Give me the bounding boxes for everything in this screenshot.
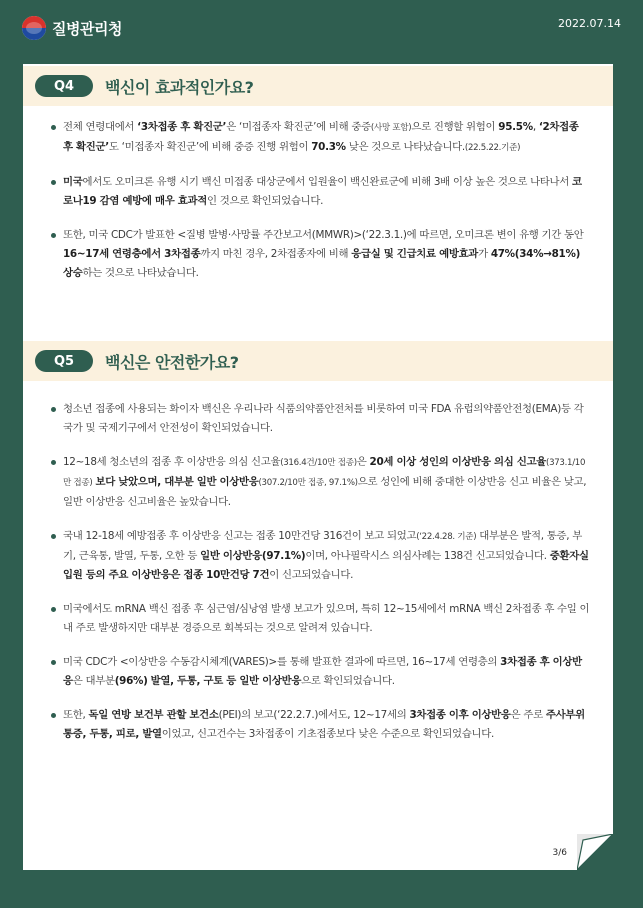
text-run: 은 (356, 456, 370, 468)
q4-title: 백신이 효과적인가요? (105, 77, 254, 97)
q4-bullet-2 (51, 173, 591, 211)
text-run: 까지 마친 경우, 2차접종자에 비해 (200, 248, 352, 260)
q5-bullet-5 (51, 653, 591, 691)
text-run: 하는 것으로 나타났습니다. (82, 267, 199, 279)
q5-bullet-1 (51, 400, 591, 438)
text-run: 이 신고되었습니다. (269, 569, 354, 581)
page-number: 3/6 (552, 848, 567, 858)
text-run: (사망 포함) (370, 123, 412, 133)
text-run: 미국 CDC가 <이상반응 수동감시체계(VARES)>를 통해 발표한 결과에 따르면, 16~17세 연령층의 (63, 656, 501, 668)
text-run: 으로 진행할 위험이 (411, 121, 499, 133)
text-run: 응급실 및 긴급치료 예방효과 (351, 248, 479, 260)
text-run: 이었고, 신고건수는 3차접종이 기초접종보다 낮은 수준으로 확인되었습니다. (161, 728, 494, 740)
q5-bullet-6 (51, 706, 591, 744)
text-run: 가 (478, 248, 491, 260)
text-run: 인 것으로 확인되었습니다. (206, 195, 324, 207)
text-run: 독일 연방 보건부 관할 보건소 (88, 709, 219, 721)
text-run: 코로나19 감염 예방에 매우 효과적 (63, 176, 582, 207)
text-run: 3차접종 이후 이상반응 (409, 709, 511, 721)
text-run: 으로 확인되었습니다. (301, 675, 395, 687)
q4-bullet-3 (51, 226, 591, 283)
text-run: 주사부위 통증, 두통, 피로, 발열 (63, 709, 585, 740)
text-run: 도 ‘미접종자 확진군’에 비해 중증 진행 위험이 (108, 141, 312, 153)
q5-title: 백신은 안전한가요? (105, 352, 239, 372)
q4-bullet-1 (51, 118, 591, 158)
text-run: 95.5% (498, 121, 533, 133)
text-run: 47%(34%→81%) 상승 (63, 248, 581, 279)
text-run: 미국 (63, 176, 83, 188)
text-run: (316.4건/10만 접종) (280, 458, 357, 468)
q5-bullet-3 (51, 527, 591, 585)
text-run: 발열, 두통, 구토 등 일반 이상반응 (150, 675, 302, 687)
text-run: (373.1/10만 접종) (63, 458, 586, 488)
text-run: , (532, 121, 539, 133)
q4-bullet-list (51, 118, 591, 283)
text-run: 또한, 미국 CDC가 발표한 <질병 발병·사망률 주간보고서(MMWR)>(‘22.3.1.)에 따르면, 오미크론 변이 유행 기간 동안 (63, 229, 584, 241)
text-run: 70.3% (311, 141, 346, 153)
text-run: (‘22.4.28. 기준) (416, 532, 477, 542)
text-run: 일반 이상반응(97.1%) (200, 550, 306, 562)
text-run: 16~17세 연령층에서 3차접종 (63, 248, 201, 260)
q5-tag: Q5 (35, 350, 93, 372)
text-run: 대부분은 발적, 통증, 부기, 근육통, 발열, 두통, 오한 등 (63, 530, 582, 562)
q4-tag: Q4 (35, 75, 93, 97)
text-run: 낮은 것으로 나타났습니다. (345, 141, 465, 153)
text-run: 20세 이상 성인의 이상반응 의심 신고율 (369, 456, 547, 468)
text-run: 으로 성인에 비해 중대한 이상반응 신고 비율은 낮고, 일반 이상반응 신고비율은 높았습니다. (63, 476, 587, 508)
text-run: ‘2차접종 후 확진군’ (63, 121, 579, 153)
text-run: 3차접종 후 이상반응 (63, 656, 582, 687)
text-run: ‘3차접종 후 확진군’ (137, 121, 227, 133)
text-run: 미국에서도 mRNA 백신 접종 후 심근염/심낭염 발생 보고가 있으며, 특히 12~15세에서 mRNA 백신 2차접종 후 수일 이내 주로 발생하지만 대부분 경증으로 회복되는 것으로 알려져 있습니다. (63, 603, 590, 634)
text-run: 청소년 접종에 사용되는 화이자 백신은 우리나라 식품의약품안전처를 비롯하여 미국 FDA 유럽의약품안전청(EMA)등 각 국가 및 국제기구에서 안전성이 확인되었습니다. (63, 403, 584, 434)
q5-bullet-list (51, 400, 591, 744)
text-run: 은 주로 (510, 709, 546, 721)
text-run: 전체 연령대에서 (63, 121, 138, 133)
taegeuk-logo-icon (22, 16, 46, 40)
text-run: 보다 낮았으며, 대부분 일반 이상반응 (95, 476, 259, 488)
text-run: (PEI)의 보고(‘22.2.7.)에서도, 12~17세의 (218, 709, 410, 721)
q4-header (23, 66, 613, 106)
text-run: 국내 12-18세 예방접종 후 이상반응 신고는 접종 10만건당 316건이 보고 되었고 (63, 530, 417, 542)
content-card (23, 64, 613, 870)
q5-bullet-2 (51, 453, 591, 512)
q5-bullet-4 (51, 600, 591, 638)
publish-date: 2022.07.14 (558, 17, 621, 30)
text-run: 중환자실 입원 등의 주요 이상반응은 접종 10만건당 7건 (63, 550, 589, 581)
org-name: 질병관리청 (52, 19, 122, 38)
top-bar (0, 0, 643, 62)
text-run: (22.5.22.기준) (464, 143, 521, 153)
q5-header (23, 341, 613, 381)
text-run: 은 ‘미접종자 확진군’에 비해 중증 (226, 121, 371, 133)
text-run: 이며, 아나필락시스 의심사례는 138건 신고되었습니다. (305, 550, 550, 562)
text-run: (96%) (114, 675, 148, 687)
text-run: 또한, (63, 709, 89, 721)
text-run: 은 대부분 (72, 675, 115, 687)
page-fold-icon (577, 834, 613, 870)
text-run: 12~18세 청소년의 접종 후 이상반응 의심 신고율 (63, 456, 281, 468)
text-run: 에서도 오미크론 유행 시기 백신 미접종 대상군에서 입원율이 백신완료군에 비해 3배 이상 높은 것으로 나타나서 (82, 176, 573, 188)
text-run: (307.2/10만 접종, 97.1%) (258, 478, 358, 488)
kdca-logo (22, 16, 122, 40)
